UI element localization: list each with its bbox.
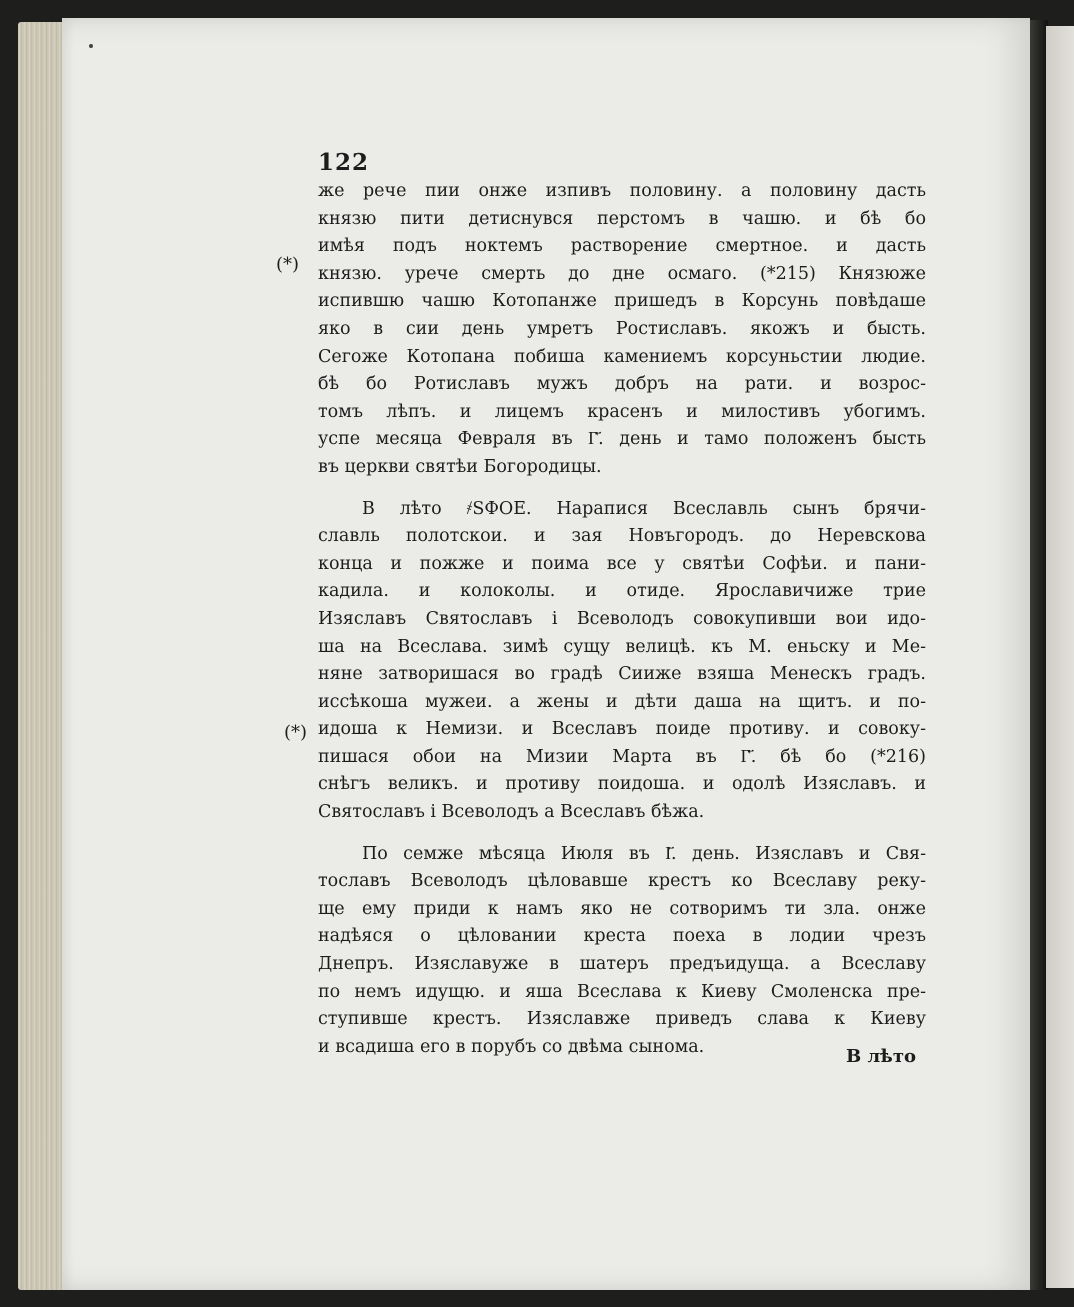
paragraph-gap [318, 482, 926, 496]
text-line: По семже мѣсяца Июля въ І҃. день. Изяславъ и Свя- [362, 843, 926, 864]
text-line: бѣ бо Ротиславъ мужъ добръ на рати. и возрос- [318, 374, 926, 395]
facing-page-edge [1046, 26, 1074, 1288]
text-line: кадила. и колоколы. и отиде. Ярославичиже трие [318, 581, 926, 602]
margin-note-1: (*) [276, 254, 300, 275]
paragraph [318, 841, 926, 1062]
text-line: успе месяца Февраля въ Г҃. день и тамо положенъ бысть [318, 429, 926, 450]
text-line: славль полотскои. и зая Новъгородъ. до Неревскова [318, 526, 926, 547]
text-line: няне затворишася во градѣ Сииже взяша Менескъ градъ. [318, 664, 926, 685]
margin-note-2: (*) [284, 722, 308, 743]
text-line: снѣгъ великъ. и противу поидоша. и одолѣ Изяславъ. и [318, 774, 926, 795]
ink-speck [89, 44, 93, 48]
text-line: же рече пии онже изпивъ половину. а половину дасть [318, 181, 926, 201]
text-line: князю пити детиснувся перстомъ в чашю. и бѣ бо [318, 208, 926, 229]
text-line: надѣяся о цѣловании креста поеха в лодии чрезъ [318, 926, 926, 947]
paragraphs [318, 178, 926, 1061]
text-line: конца и пожже и поима все у святѣи Софѣи. и пани- [318, 553, 926, 574]
text-line: яко в сии день умретъ Ростиславъ. якожъ и бысть. [318, 318, 926, 339]
paragraph-gap [318, 827, 926, 841]
text-line: тославъ Всеволодъ цѣловавше крестъ ко Всеславу реку- [318, 871, 926, 892]
text-line: идоша к Немизи. и Всеславъ поиде противу. и совоку- [318, 719, 926, 740]
text-line: Изяславъ Святославъ і Всеволодъ совокупивши вои идо- [318, 608, 926, 629]
text-line: ще ему приди к намъ яко не сотворимъ ти зла. онже [318, 898, 926, 919]
text-line: ша на Всеслава. зимѣ сущу велицѣ. къ М. еньску и Ме- [318, 636, 926, 657]
paragraph [318, 178, 926, 482]
text-line: иссѣкоша мужеи. а жены и дѣти даша на щитъ. и по- [318, 691, 926, 712]
text-line: ступивше крестъ. Изяславже приведъ слава к Киеву [318, 1009, 926, 1030]
catchword: В лѣто [846, 1046, 916, 1067]
text-line: князю. урече смерть до дне осмаго. (*215) Князюже [318, 263, 926, 284]
text-line: Святославъ і Всеволодъ а Всеславъ бѣжа. [318, 802, 705, 823]
text-line: по немъ идущю. и яша Всеслава к Киеву Смоленска пре- [318, 981, 926, 1002]
text-line: Сегоже Котопана побиша камениемъ корсуньстии людие. [318, 346, 926, 367]
text-line: Днепръ. Изяславуже в шатеръ предъидуща. а Всеславу [318, 954, 926, 975]
text-line: испившю чашю Котопанже пришедъ в Корсунь повѣдаше [318, 291, 926, 312]
text-line: томъ лѣпъ. и лицемъ красенъ и милостивъ убогимъ. [318, 401, 926, 422]
paragraph [318, 496, 926, 827]
main-text [318, 148, 926, 1061]
page-number: 122 [318, 149, 370, 176]
text-line: и всадиша его в порубъ со двѣма сынома. [318, 1036, 705, 1057]
text-line: въ церкви святѣи Богородицы. [318, 456, 602, 477]
text-line: пишася обои на Мизии Марта въ Г҃. бѣ бо (*216) [318, 746, 926, 767]
text-line: В лѣто ҂ЅФОЕ. Нарапися Всеславль сынъ брячи- [362, 498, 926, 519]
text-line: имѣя подъ ноктемъ растворение смертное. и дасть [318, 236, 926, 257]
